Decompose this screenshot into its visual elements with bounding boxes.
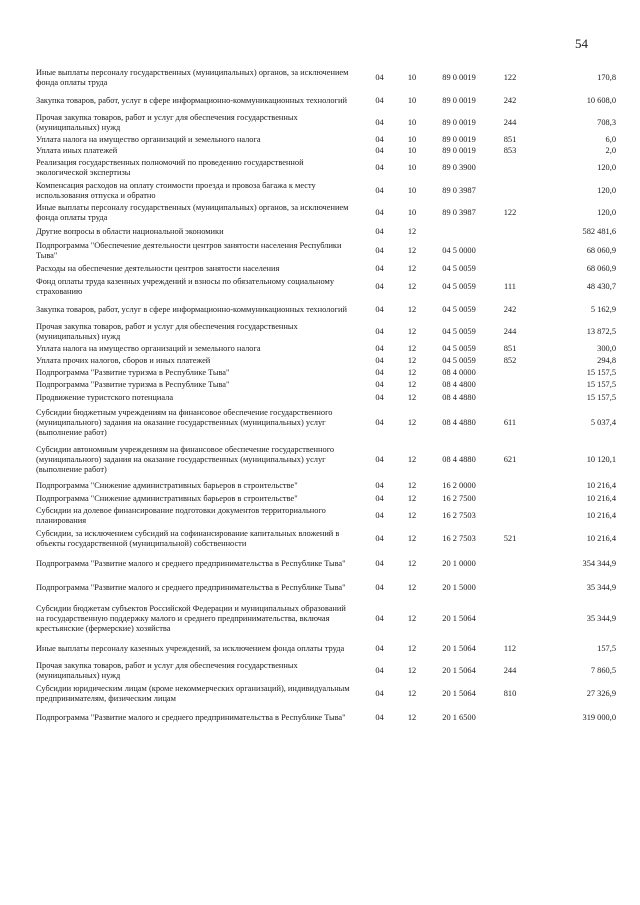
- row-name: Субсидии автономным учреждениям на финансовое обеспечение государственного (муниципального) задания на оказание государственных (муниципальных) услуг (выполнение работ): [36, 445, 335, 474]
- row-subsection-code: 12: [407, 368, 417, 377]
- row-expense-type: [495, 262, 525, 276]
- table-row: [36, 134, 616, 145]
- row-amount: 15 157,5: [586, 368, 616, 377]
- page-number: 54: [575, 36, 588, 51]
- row-section-code: 04: [375, 666, 384, 675]
- row-section-code: 04: [375, 145, 384, 155]
- row-target-article: 04 5 0059: [442, 264, 476, 273]
- row-subsection-code: 12: [407, 356, 417, 365]
- row-name: Компенсация расходов на оплату стоимости проезда и провоза багажа к месту использования отпуска и обратно: [36, 181, 316, 200]
- row-expense-type: [495, 492, 525, 505]
- table-row: [36, 706, 616, 730]
- row-expense-type: 242: [503, 304, 517, 314]
- row-target-article: 89 0 3987: [442, 186, 476, 195]
- table-row: [36, 145, 616, 156]
- row-subsection-code: 10: [407, 73, 417, 82]
- row-target-article: 08 4 4800: [442, 380, 476, 389]
- table-row: [36, 202, 616, 224]
- row-name: Подпрограмма "Развитие туризма в Республике Тыва": [36, 368, 230, 377]
- row-expense-type: 853: [503, 145, 517, 155]
- row-section-code: 04: [375, 613, 384, 623]
- row-section-code: 04: [375, 534, 384, 543]
- row-subsection-code: 12: [407, 246, 417, 255]
- table-row: [36, 682, 616, 706]
- row-target-article: 16 2 0000: [442, 480, 476, 490]
- row-subsection-code: 12: [407, 455, 417, 464]
- row-name: Закупка товаров, работ, услуг в сфере информационно-коммуникационных технологий: [36, 96, 347, 105]
- row-amount: 120,0: [597, 163, 616, 172]
- row-expense-type: 852: [503, 356, 517, 365]
- row-section-code: 04: [375, 134, 384, 144]
- row-target-article: 89 0 0019: [442, 118, 476, 127]
- table-row: [36, 343, 616, 355]
- row-name: Продвижение туристского потенциала: [36, 392, 174, 402]
- row-name: Подпрограмма "Снижение административных барьеров в строительстве": [36, 480, 298, 490]
- row-section-code: 04: [375, 96, 384, 105]
- row-target-article: 04 5 0000: [442, 246, 476, 255]
- row-subsection-code: 12: [407, 689, 417, 698]
- row-amount: 708,3: [597, 118, 616, 127]
- row-expense-type: 521: [503, 534, 517, 543]
- row-amount: 354 344,9: [582, 559, 616, 568]
- row-target-article: 04 5 0059: [442, 282, 476, 291]
- row-subsection-code: 12: [407, 493, 417, 503]
- row-subsection-code: 12: [407, 613, 417, 623]
- row-section-code: 04: [375, 304, 384, 314]
- row-target-article: 20 1 5064: [442, 644, 476, 653]
- row-name: Подпрограмма "Развитие малого и среднего предпринимательства в Республике Тыва": [36, 583, 346, 592]
- row-target-article: 16 2 7500: [442, 493, 476, 503]
- table-row: [36, 638, 616, 660]
- row-expense-type: 851: [503, 344, 517, 353]
- row-target-article: 89 0 0019: [442, 145, 476, 155]
- row-target-article: 04 5 0059: [442, 327, 476, 336]
- row-name: Другие вопросы в области национальной экономики: [36, 227, 224, 236]
- row-target-article: 08 4 4880: [442, 417, 476, 427]
- row-amount: 10 120,1: [586, 455, 616, 464]
- row-section-code: 04: [375, 368, 384, 377]
- row-section-code: 04: [375, 264, 384, 273]
- row-expense-type: 611: [503, 417, 517, 427]
- table-row: [36, 66, 616, 90]
- row-subsection-code: 12: [407, 327, 417, 336]
- table-row: [36, 577, 616, 599]
- row-amount: 120,0: [597, 208, 616, 217]
- table-row: [36, 379, 616, 391]
- row-amount: 319 000,0: [582, 713, 616, 722]
- row-expense-type: [495, 391, 525, 404]
- table-row: [36, 112, 616, 134]
- table-row: [36, 404, 616, 441]
- row-expense-type: [495, 505, 525, 527]
- row-subsection-code: 12: [407, 392, 417, 402]
- row-amount: 15 157,5: [586, 380, 616, 389]
- row-section-code: 04: [375, 73, 384, 82]
- row-section-code: 04: [375, 208, 384, 217]
- row-amount: 170,8: [597, 73, 616, 82]
- row-expense-type: 122: [503, 73, 517, 82]
- row-expense-type: 621: [503, 455, 517, 464]
- row-expense-type: 810: [503, 689, 517, 698]
- row-amount: 35 344,9: [586, 583, 616, 592]
- row-amount: 157,5: [597, 644, 616, 653]
- row-section-code: 04: [375, 583, 384, 592]
- row-section-code: 04: [375, 380, 384, 389]
- row-amount: 120,0: [597, 186, 616, 195]
- row-amount: 6,0: [605, 134, 616, 144]
- table-row: [36, 551, 616, 577]
- row-subsection-code: 12: [407, 304, 417, 314]
- row-amount: 13 872,5: [586, 327, 616, 336]
- row-expense-type: [495, 706, 525, 730]
- row-subsection-code: 12: [407, 227, 417, 236]
- row-name: Подпрограмма "Развитие малого и среднего предпринимательства в Республике Тыва": [36, 713, 346, 722]
- row-section-code: 04: [375, 417, 384, 427]
- table-row: [36, 599, 616, 638]
- row-subsection-code: 12: [407, 344, 417, 353]
- row-name: Иные выплаты персоналу государственных (муниципальных) органов, за исключением фонда оплаты труда: [36, 68, 349, 87]
- row-subsection-code: 12: [407, 713, 417, 722]
- row-amount: 35 344,9: [586, 613, 616, 623]
- row-section-code: 04: [375, 689, 384, 698]
- row-name: Субсидии юридическим лицам (кроме некоммерческих организаций), индивидуальным предпринимателям, физическим лицам: [36, 684, 350, 703]
- row-target-article: 08 4 0000: [442, 368, 476, 377]
- row-amount: 48 430,7: [586, 282, 616, 291]
- row-name: Подпрограмма "Развитие малого и среднего предпринимательства в Республике Тыва": [36, 559, 346, 568]
- row-expense-type: [495, 577, 525, 599]
- row-name: Уплата налога на имущество организаций и земельного налога: [36, 344, 261, 353]
- row-target-article: 89 0 0019: [442, 73, 476, 82]
- row-target-article: 04 5 0059: [442, 356, 476, 365]
- table-row: [36, 180, 616, 202]
- row-target-article: [423, 224, 495, 240]
- row-name: Закупка товаров, работ, услуг в сфере информационно-коммуникационных технологий: [36, 304, 347, 314]
- row-amount: 10 216,4: [586, 511, 616, 520]
- row-subsection-code: 12: [407, 380, 417, 389]
- row-name: Уплата прочих налогов, сборов и иных платежей: [36, 356, 211, 365]
- table-row: [36, 276, 616, 298]
- row-subsection-code: 12: [407, 583, 417, 592]
- row-subsection-code: 12: [407, 264, 417, 273]
- row-name: Субсидии бюджетам субъектов Российской Федерации и муниципальных образований на государственную поддержку малого и среднего предпринимательства, включая крестьянские (фермерские) хозяйства: [36, 603, 346, 633]
- row-amount: 10 608,0: [586, 96, 616, 105]
- row-name: Подпрограмма "Обеспечение деятельности центров занятости населения Республики Тыва": [36, 241, 342, 260]
- row-name: Подпрограмма "Развитие туризма в Республике Тыва": [36, 380, 230, 389]
- table-row: [36, 479, 616, 492]
- row-subsection-code: 12: [407, 282, 417, 291]
- row-section-code: 04: [375, 511, 384, 520]
- row-section-code: 04: [375, 327, 384, 336]
- row-expense-type: [495, 479, 525, 492]
- row-target-article: 89 0 0019: [442, 96, 476, 105]
- row-section-code: 04: [375, 163, 384, 172]
- row-expense-type: 851: [503, 134, 517, 144]
- row-target-article: 89 0 3987: [442, 208, 476, 217]
- row-section-code: 04: [375, 559, 384, 568]
- row-name: Прочая закупка товаров, работ и услуг для обеспечения государственных (муниципальных) нужд: [36, 661, 298, 680]
- row-name: Уплата иных платежей: [36, 145, 118, 155]
- row-subsection-code: 12: [407, 559, 417, 568]
- row-expense-type: 244: [503, 327, 517, 336]
- row-subsection-code: 12: [407, 666, 417, 675]
- row-name: Иные выплаты персоналу государственных (муниципальных) органов, за исключением фонда оплаты труда: [36, 203, 349, 222]
- row-target-article: 20 1 6500: [442, 713, 476, 722]
- row-amount: 15 157,5: [586, 392, 616, 402]
- row-target-article: 08 4 4880: [442, 392, 476, 402]
- row-section-code: 04: [375, 282, 384, 291]
- row-expense-type: [495, 551, 525, 577]
- table-row: [36, 441, 616, 479]
- row-target-article: 04 5 0059: [442, 304, 476, 314]
- row-expense-type: 111: [504, 282, 516, 291]
- row-amount: 300,0: [597, 344, 616, 353]
- budget-table: [36, 66, 616, 730]
- table-row: [36, 90, 616, 112]
- table-row: [36, 355, 616, 367]
- row-name: Расходы на обеспечение деятельности центров занятости населения: [36, 264, 280, 273]
- row-amount: 68 060,9: [586, 246, 616, 255]
- row-expense-type: [495, 156, 525, 180]
- row-amount: 582 481,6: [582, 227, 616, 236]
- row-amount: 27 326,9: [586, 689, 616, 698]
- row-expense-type: [495, 224, 525, 240]
- row-amount: 7 860,5: [590, 666, 616, 675]
- row-section-code: 04: [375, 344, 384, 353]
- row-expense-type: [495, 240, 525, 262]
- row-amount: 68 060,9: [586, 264, 616, 273]
- row-subsection-code: 10: [407, 118, 417, 127]
- row-section-code: 04: [375, 644, 384, 653]
- row-expense-type: 122: [503, 208, 517, 217]
- row-section-code: 04: [375, 246, 384, 255]
- row-amount: 5 162,9: [590, 304, 616, 314]
- row-section-code: 04: [375, 118, 384, 127]
- row-name: Уплата налога на имущество организаций и земельного налога: [36, 134, 261, 144]
- row-subsection-code: 12: [407, 644, 417, 653]
- row-target-article: 20 1 5064: [442, 666, 476, 675]
- row-subsection-code: 10: [407, 208, 417, 217]
- row-subsection-code: 10: [407, 163, 417, 172]
- row-target-article: 89 0 3900: [442, 163, 476, 172]
- row-target-article: 89 0 0019: [442, 134, 476, 144]
- row-target-article: 04 5 0059: [442, 344, 476, 353]
- table-row: [36, 298, 616, 321]
- row-name: Реализация государственных полномочий по проведению государственной экологической экспертизы: [36, 158, 304, 177]
- row-target-article: 16 2 7503: [442, 511, 476, 520]
- row-amount: 5 037,4: [590, 417, 616, 427]
- row-expense-type: 244: [503, 666, 517, 675]
- row-section-code: 04: [375, 356, 384, 365]
- row-target-article: 20 1 5064: [442, 613, 476, 623]
- table-row: [36, 156, 616, 180]
- row-name: Подпрограмма "Снижение административных барьеров в строительстве": [36, 493, 298, 503]
- row-name: Субсидии на долевое финансирование подготовки документов территориального планирования: [36, 506, 326, 525]
- row-expense-type: 244: [503, 118, 517, 127]
- row-expense-type: [495, 599, 525, 638]
- table-row: [36, 367, 616, 379]
- row-name: Субсидии, за исключением субсидий на софинансирование капитальных вложений в объекты государственной (муниципальной) собственности: [36, 529, 340, 548]
- row-name: Иные выплаты персоналу казенных учреждений, за исключением фонда оплаты труда: [36, 644, 345, 653]
- row-section-code: 04: [375, 392, 384, 402]
- row-amount: 10 216,4: [586, 534, 616, 543]
- row-name: Фонд оплаты труда казенных учреждений и взносы по обязательному социальному страхованию: [36, 277, 335, 296]
- row-subsection-code: 10: [407, 186, 417, 195]
- table-row: [36, 660, 616, 682]
- table-row: [36, 505, 616, 527]
- row-amount: 294,8: [597, 356, 616, 365]
- table-row: [36, 391, 616, 404]
- row-section-code: 04: [375, 455, 384, 464]
- row-section-code: 04: [375, 186, 384, 195]
- row-subsection-code: 10: [407, 145, 417, 155]
- table-row: [36, 240, 616, 262]
- table-row: [36, 527, 616, 551]
- row-subsection-code: 12: [407, 534, 417, 543]
- row-amount: 10 216,4: [586, 493, 616, 503]
- row-target-article: 20 1 0000: [442, 559, 476, 568]
- table-row: [36, 321, 616, 343]
- row-section-code: 04: [375, 713, 384, 722]
- table-row: [36, 492, 616, 505]
- row-target-article: 20 1 5000: [442, 583, 476, 592]
- row-expense-type: [495, 379, 525, 391]
- row-target-article: 08 4 4880: [442, 455, 476, 464]
- row-target-article: 16 2 7503: [442, 534, 476, 543]
- row-target-article: 20 1 5064: [442, 689, 476, 698]
- row-section-code: 04: [375, 493, 384, 503]
- row-name: Субсидии бюджетным учреждениям на финансовое обеспечение государственного (муниципального) задания на оказание государственных (муниципальных) услуг (выполнение работ): [36, 407, 333, 437]
- row-expense-type: 242: [503, 96, 517, 105]
- row-subsection-code: 12: [407, 480, 417, 490]
- row-subsection-code: 10: [407, 134, 417, 144]
- row-name: Прочая закупка товаров, работ и услуг для обеспечения государственных (муниципальных) нужд: [36, 322, 298, 341]
- row-subsection-code: 12: [407, 417, 417, 427]
- table-row: [36, 224, 616, 240]
- row-name: Прочая закупка товаров, работ и услуг для обеспечения государственных (муниципальных) нужд: [36, 113, 298, 132]
- row-section-code: 04: [375, 480, 384, 490]
- row-expense-type: 112: [503, 644, 517, 653]
- row-subsection-code: 12: [407, 511, 417, 520]
- row-expense-type: [495, 180, 525, 202]
- row-amount: 2,0: [605, 145, 616, 155]
- row-section-code: 04: [375, 227, 384, 236]
- row-amount: 10 216,4: [586, 480, 616, 490]
- row-subsection-code: 10: [407, 96, 417, 105]
- row-expense-type: [495, 367, 525, 379]
- table-row: [36, 262, 616, 276]
